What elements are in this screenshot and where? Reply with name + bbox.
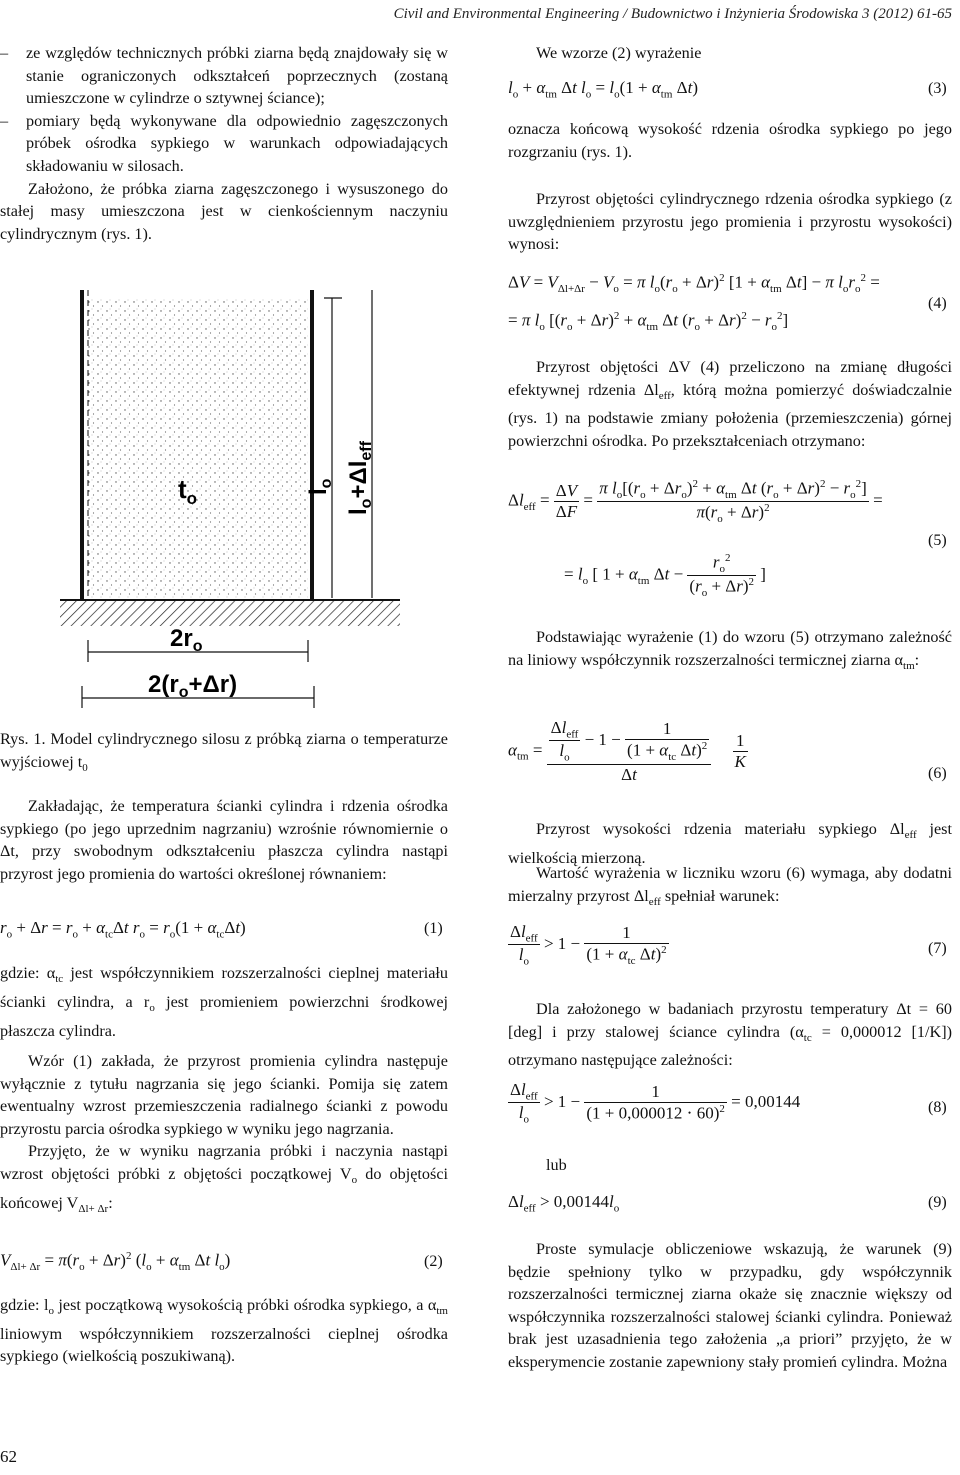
equation-4-line-1: $\Delta V = V_{\Delta l+\Delta r} - V_o = \pi$ $l_o(r_o + \Delta r)^2$ [$1 + \alpha_{tm}$ Δt] − π $l_or_o^2$ = bbox=[508, 272, 880, 296]
left-column-lower bbox=[0, 1050, 448, 1221]
paragraph: Przyrost wysokości rdzenia materiału sypkiego $\Delta l_{eff}$ jest wielkością mierzoną. bbox=[508, 820, 952, 867]
equation-number: (8) bbox=[928, 1099, 947, 1116]
label-to: $t_o$ bbox=[178, 474, 198, 508]
list-item bbox=[0, 110, 448, 178]
dash-bullet: – bbox=[0, 44, 9, 62]
equation-1: $r_o + \Delta r = r_o + \alpha_{tc}\Delta t$ $r_o = r_o(1 + \alpha_{tc}\Delta t)$ bbox=[0, 918, 246, 941]
paragraph: Założono, że próbka ziarna zagęszczonego i wysuszonego do stałej masy umieszczona jest w cienkościennym naczyniu cylindrycznym (rys. 1). bbox=[0, 179, 448, 243]
equation-6: $\alpha_{tm}$ = $\frac{\Delta l_{eff}}{l_o}$ − 1 − $\frac{1}{(1 + \alpha_{tc} \Delta t)^2}$ Δt $\frac{1}{K}$ bbox=[508, 718, 746, 784]
equation-number: (7) bbox=[928, 940, 947, 957]
equation-number: (9) bbox=[928, 1194, 947, 1211]
label-2ro: $2r_o$ bbox=[170, 625, 203, 655]
equation-7: $\frac{\Delta l_{eff}}{l_o}$ > 1 − $\frac{1}{(1 + \alpha_{tc} \Delta t)^2}$ bbox=[510, 922, 667, 968]
list-item bbox=[0, 42, 448, 110]
equation-3: $l_o + \alpha_{tm}$ Δt $l_o = l_o(1 + \alpha_{tm}$ Δt) bbox=[508, 78, 699, 101]
equation-number: (3) bbox=[928, 80, 947, 97]
running-header: Civil and Environmental Engineering / Budownictwo i Inżynieria Środowiska 3 (2012) 61-65 bbox=[393, 6, 952, 22]
left-column-top bbox=[0, 42, 448, 245]
paragraph: Zakładając, że temperatura ścianki cylindra i rdzenia ośrodka sypkiego (po jego uprzednim nagrzaniu) wzrośnie równomiernie o Δt, przy swobodnym odkształceniu płaszcza cylindra nastąpi przyrost jego promienia do wartości określonej równaniem: bbox=[0, 797, 448, 883]
equation-number: (1) bbox=[424, 920, 443, 937]
equation-9: $\Delta l_{eff} > 0,00144l_o$ bbox=[508, 1192, 620, 1215]
paragraph: oznacza końcową wysokość rdzenia ośrodka sypkiego po jego rozgrzaniu (rys. 1). bbox=[508, 120, 952, 161]
silo-figure bbox=[60, 290, 400, 720]
paragraph: Dla założonego w badaniach przyrostu temperatury Δt = 60 [deg] i przy stalowej ściance cylindra ($\alpha_{tc} = 0,000012$ [1/K]) otrzymano następujące zależności: bbox=[508, 1000, 952, 1070]
paragraph: Przyrost objętości ΔV (4) przeliczono na zmianę długości efektywnej rdzenia $\Delta l_{eff}$, którą można pomierzyć doświadczalnie (rys. 1) na podstawie zmiany położenia (przemieszczenia) górnej powierzchni ośrodka. Po przekształceniach otrzymano: bbox=[508, 358, 952, 451]
figure-caption: Rys. 1. Model cylindrycznego silosu z próbką ziarna o temperaturze wyjściowej $t_0$ bbox=[0, 730, 448, 774]
paragraph: gdzie: $\alpha_{tc}$ jest współczynnikiem rozszerzalności cieplnej materiału ścianki cylindra, a $r_o$ jest promieniem powierzchni środkowej płaszcza cylindra. bbox=[0, 964, 449, 1040]
equation-4-line-2: = π $l_o$ [$(r_o + \Delta r)^2 + \alpha_{tm}$ Δt $(r_o + \Delta r)^2 - r_o^2$] bbox=[508, 310, 789, 334]
paragraph: Proste symulacje obliczeniowe wskazują, że warunek (9) będzie spełniony tylko w przypadku, gdy współczynnik rozszerzalności termicznej ziarna okaże się znacznie większy od współczynnika rozszerzalności stalowej ścianki cylindra. Ponieważ brak jest uzasadnienia tego założenia „a priori” przyjęto, że w eksperymencie zostanie zapewniony stały promień cylindra. Można bbox=[508, 1240, 952, 1371]
paragraph: Przyrost objętości cylindrycznego rdzenia ośrodka sypkiego (z uwzględnieniem przyrostu jego promienia i przyrostu wysokości) wynosi: bbox=[508, 190, 952, 254]
label-2ro-dr: $2(r_o+\Delta r)$ bbox=[148, 671, 238, 701]
equation-5-line-1: $\Delta l_{eff}$ = $\frac{\Delta V}{\Delta F}$ = $\frac{\pi l_o[(r_o + \Delta r_o)^2 + \alpha_{tm} \Delta t (r_o + \Delta r)^2 - r_o^2]}{\pi(r_o + \Delta r)^2}$ = bbox=[508, 478, 883, 526]
bullet-text: pomiary będą wykonywane dla odpowiednio zagęszczonych próbek ośrodka sypkiego w warunkach odpowiadających składowaniu w silosach. bbox=[26, 111, 448, 175]
paragraph: Przyjęto, że w wyniku nagrzania próbki i naczynia nastąpi wzrost objętości próbki z objętości początkowej $V_o$ do objętości końcowej $V_{\Delta l+ \Delta r}$: bbox=[0, 1142, 449, 1216]
paragraph: Wartość wyrażenia w liczniku wzoru (6) wymaga, aby dodatni mierzalny przyrost $\Delta l_{eff}$ spełniał warunek: bbox=[508, 864, 952, 908]
bullet-text: ze względów technicznych próbki ziarna będą znajdowały się w stanie ograniczonych odkształceń poprzecznych (zostaną umieszczone w cylindrze o sztywnej ściance); bbox=[26, 44, 448, 108]
label-lo-plus-dleff: $l_o+\Delta l_{eff}$ bbox=[345, 441, 375, 515]
paragraph: Wzór (1) zakłada, że przyrost promienia cylindra następuje wyłącznie z tytułu nagrzania się jego ścianki. Pomija się zatem ewentualny wzrost przemieszczenia radialnego ścianki z powodu przyrostu parcia ośrodka sypkiego w wyniku jego nagrzania. bbox=[0, 1052, 448, 1138]
equation-5-line-2: = $l_o$ [ $1 + \alpha_{tm}$ Δt − $\frac{r_o^2}{(r_o + \Delta r)^2}$ ] bbox=[564, 552, 766, 600]
grain-sample bbox=[88, 298, 308, 598]
paragraph: Podstawiając wyrażenie (1) do wzoru (5) otrzymano zależność na liniowy współczynnik rozszerzalności termicznej ziarna $\alpha_{tm}$: bbox=[508, 628, 952, 672]
equation-number: (6) bbox=[928, 765, 947, 782]
left-column-mid bbox=[0, 795, 448, 885]
dash-bullet: – bbox=[0, 111, 9, 130]
equation-2: $V_{\Delta l+ \Delta r} = \pi(r_o + \Delta r)^2$ ($l_o + \alpha_{tm}$ Δt $l_o$) bbox=[0, 1250, 231, 1274]
page-number: 62 bbox=[0, 1447, 17, 1466]
label-lo: $l_o$ bbox=[305, 478, 335, 495]
base-hatch bbox=[60, 600, 400, 626]
paragraph: We wzorze (2) wyrażenie bbox=[536, 44, 702, 62]
equation-number: (2) bbox=[424, 1253, 443, 1270]
lub-text: lub bbox=[546, 1156, 567, 1174]
paragraph: gdzie: $l_o$ jest początkową wysokością próbki ośrodka sypkiego, a $\alpha_{tm}$ liniowym współczynnikiem rozszerzalności cieplnej ośrodka sypkiego (wielkością poszukiwaną). bbox=[0, 1296, 448, 1366]
equation-8: $\frac{\Delta l_{eff}}{l_o}$ > 1 − $\frac{1}{(1 + 0,000012 \cdot 60)^2}$ = 0,00144 bbox=[510, 1080, 801, 1126]
equation-number: (5) bbox=[928, 532, 947, 549]
equation-number: (4) bbox=[928, 295, 947, 312]
